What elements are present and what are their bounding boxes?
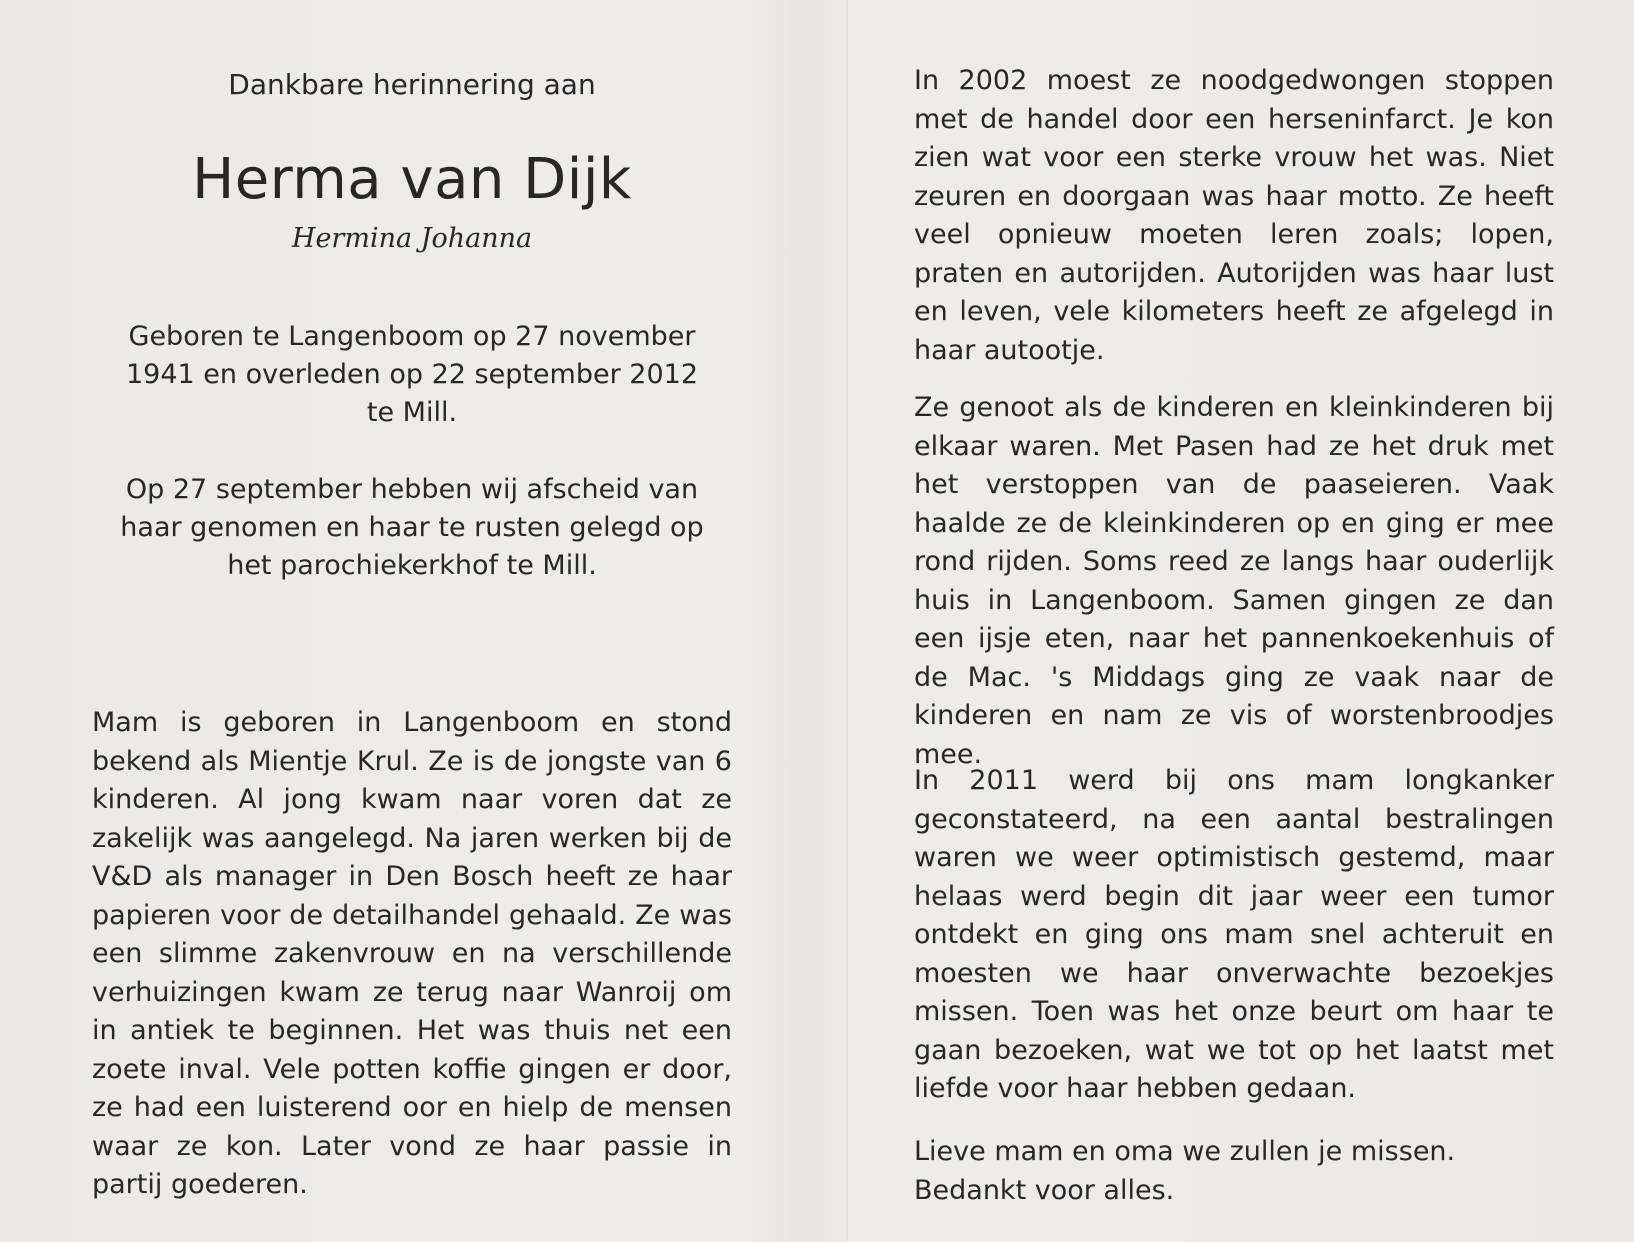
paragraph-illness: In 2011 werd bij ons mam longkanker geconstateerd, na een aantal bestralingen waren we weer optimistisch gestemd, maar helaas werd begin dit jaar weer een tumor ontdekt en ging ons mam snel achteruit en moesten we haar onverwachte bezoekjes missen. Toen was het onze beurt om haar te gaan bezoeken, wat we tot op het laatst met liefde voor haar hebben gedaan. <box>914 765 1554 1104</box>
deceased-name: Herma van Dijk <box>192 147 632 212</box>
given-names: Hermina Johanna <box>291 223 533 254</box>
dates-line: te Mill. <box>366 397 458 428</box>
burial-line: Op 27 september hebben wij afscheid van <box>125 474 699 505</box>
intro-text: Dankbare herinnering aan <box>228 68 596 101</box>
birth-death-dates <box>92 318 732 432</box>
closing-line: Lieve mam en oma we zullen je missen. <box>914 1136 1456 1167</box>
paragraph-grandchildren: Ze genoot als de kinderen en kleinkinderen bij elkaar waren. Met Pasen had ze het druk met het verstoppen van de paaseieren. Vaak haalde ze de kleinkinderen op en ging er mee rond rijden. Soms reed ze langs haar ouderlijk huis in Langenboom. Samen gingen ze dan een ijsje eten, naar het pannenkoekenhuis of de Mac. 's Middags ging ze vaak naar de kinderen en nam ze vis of worstenbroodjes mee. <box>914 392 1554 770</box>
burial-line: het parochiekerkhof te Mill. <box>227 550 597 581</box>
closing-words <box>914 1133 1554 1210</box>
card-fold <box>846 0 848 1242</box>
closing-line: Bedankt voor alles. <box>914 1174 1175 1206</box>
burial-notice <box>92 471 732 585</box>
biography-paragraph: Mam is geboren in Langenboom en stond bekend als Mientje Krul. Ze is de jongste van 6 kinderen. Al jong kwam naar voren dat ze zakelijk was aangelegd. Na jaren werken bij de V&D als manager in Den Bosch heeft ze haar papieren voor de detailhandel gehaald. Ze was een slimme zakenvrouw en na verschillende verhuizingen kwam ze terug naar Wanroij om in antiek te beginnen. Het was thuis net een zoete inval. Vele potten koffie gingen er door, ze had een luisterend oor en hielp de mensen waar ze kon. Later vond ze haar passie in partij goederen. <box>92 707 732 1200</box>
dates-line: Geboren te Langenboom op 27 november <box>128 321 696 352</box>
dates-line: 1941 en overleden op 22 september 2012 <box>125 359 698 390</box>
burial-line: haar genomen en haar te rusten gelegd op <box>120 512 704 543</box>
paragraph-stroke: In 2002 moest ze noodgedwongen stoppen met de handel door een herseninfarct. Je kon zien wat voor een sterke vrouw het was. Niet zeuren en doorgaan was haar motto. Ze heeft veel opnieuw moeten leren zoals; lopen, praten en autorijden. Autorijden was haar lust en leven, vele kilometers heeft ze afgelegd in haar autootje. <box>914 65 1554 366</box>
